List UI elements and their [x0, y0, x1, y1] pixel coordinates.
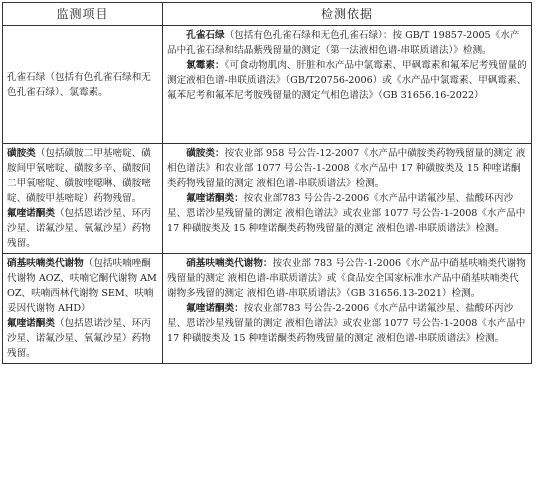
basis-paragraph: 氟喹诺酮类：按农业部783 号公告-2-2006《水产品中诺氟沙星、盐酸环丙沙星、恩诺沙星残留量的测定 液相色谱法》或农业部 1077 号公告-1-2008《水产品中 17 种磺胺类及 15 种喹诺酮类药物残留量的测定 液相色谱-串联质谱法》检测。 — [167, 303, 526, 344]
test-basis-cell — [163, 144, 532, 254]
basis-paragraph: 硝基呋喃类代谢物：按农业部 783 号公告-1-2006《水产品中硝基呋喃类代谢物残留量的测定 液相色谱-串联质谱法》或《食品安全国家标准水产品中硝基呋喃类代谢物多残留的测定 液相色谱-串联质谱法》（GB 31656.13-2021）检测。 — [167, 258, 526, 299]
table-row — [3, 254, 532, 364]
monitoring-item-cell — [3, 254, 163, 364]
item-paragraph: 氟喹诺酮类（包括恩诺沙星、环丙沙星、诺氟沙星、氧氟沙星）药物残留。 — [7, 208, 151, 249]
monitoring-item-cell — [3, 144, 163, 254]
item-paragraph: 氟喹诺酮类（包括恩诺沙星、环丙沙星、诺氟沙星、氧氟沙星）药物残留。 — [7, 318, 151, 359]
basis-paragraph: 氟喹诺酮类：按农业部783 号公告-2-2006《水产品中诺氟沙星、盐酸环丙沙星、恩诺沙星残留量的测定 液相色谱法》或农业部 1077 号公告-1-2008《水产品中 17 种磺胺类及 15 种喹诺酮类药物残留量的测定 液相色谱-串联质谱法》检测。 — [167, 193, 526, 234]
monitoring-item-cell — [3, 26, 163, 144]
header-test-basis: 检测依据 — [163, 3, 532, 26]
monitoring-table — [2, 2, 532, 364]
header-monitoring-item: 监测项目 — [3, 3, 163, 26]
basis-paragraph: 孔雀石绿（包括有色孔雀石绿和无色孔雀石绿）：按 GB/T 19857-2005《水产品中孔雀石绿和结晶紫残留量的测定（第一法液相色谱-串联质谱法）》检测。 — [167, 30, 520, 56]
item-paragraph: 孔雀石绿（包括有色孔雀石绿和无色孔雀石绿）、氯霉素。 — [7, 71, 151, 98]
test-basis-cell — [163, 26, 532, 144]
table-row — [3, 144, 532, 254]
test-basis-cell — [163, 254, 532, 364]
header-row — [3, 3, 532, 26]
basis-paragraph: 氯霉素：《可食动物肌肉、肝脏和水产品中氯霉素、甲砜霉素和氟苯尼考残留量的测定液相色谱-串联质谱法》（GB/T20756-2006）或《水产品中氯霉素、甲砜霉素、氟苯尼考和氟苯尼考胺残留量的测定气相色谱法》（GB 31656.16-2022） — [167, 60, 527, 101]
item-paragraph: 硝基呋喃类代谢物（包括呋喃唑酮代谢物 AOZ、呋喃它酮代谢物 AMOZ、呋喃西林代谢物 SEM、呋喃妥因代谢物 AHD） — [7, 258, 157, 314]
table-row — [3, 26, 532, 144]
basis-paragraph: 磺胺类：按农业部 958 号公告-12-2007《水产品中磺胺类药物残留量的测定 液相色谱法》和农业部 1077 号公告-1-2008《水产品中 17 种磺胺类及 15 种喹诺酮类药物残留量的测定 液相色谱-串联质谱法》检测。 — [167, 148, 526, 189]
item-paragraph: 磺胺类（包括磺胺二甲基嘧啶、磺胺间甲氧嘧啶、磺胺多辛、磺胺间二甲氧嘧啶、磺胺喹噁啉、磺胺嘧啶、磺胺甲基嘧啶）药物残留。 — [7, 148, 151, 204]
